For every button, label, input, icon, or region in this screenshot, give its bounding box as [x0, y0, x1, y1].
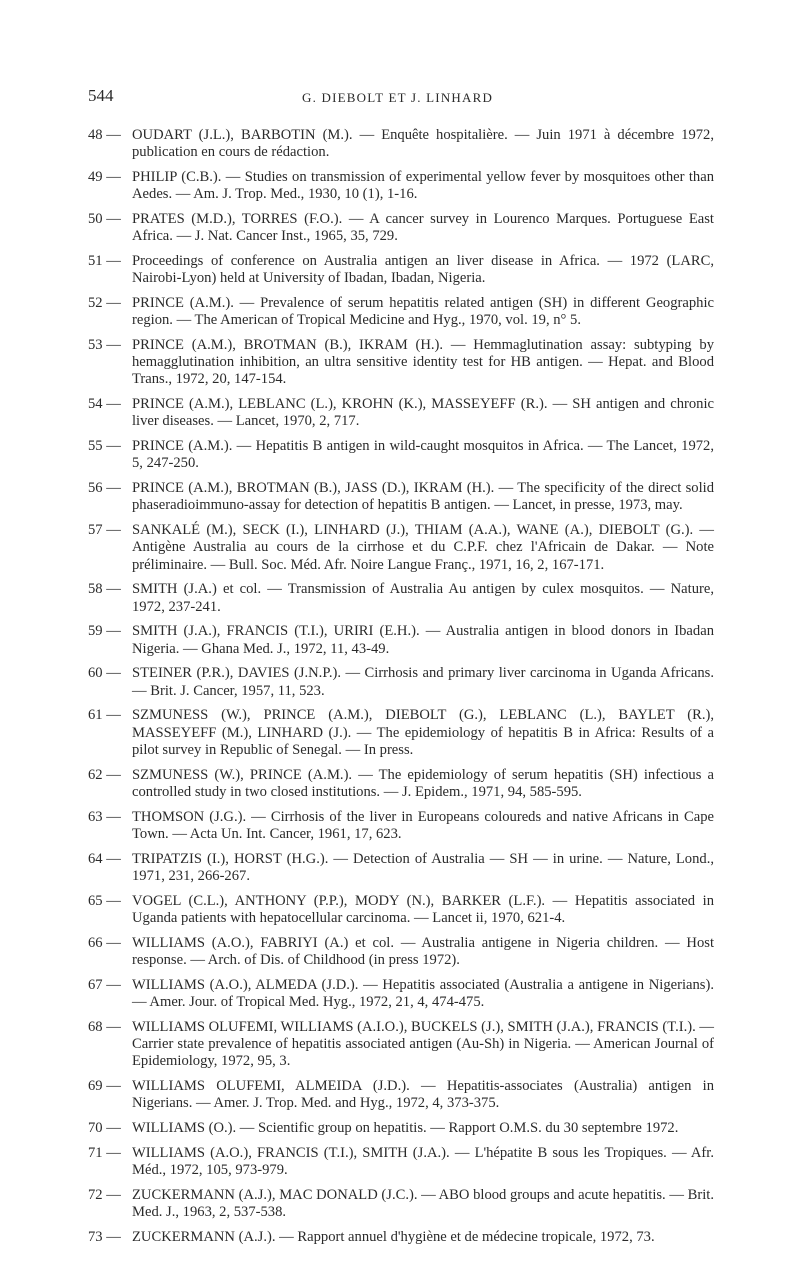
- reference-item: [88, 1145, 714, 1179]
- reference-text: TRIPATZIS (I.), HORST (H.G.). — Detection of Australia — SH — in urine. — Nature, Lond., 1971, 231, 266-267.: [132, 850, 714, 884]
- reference-item: [88, 935, 714, 969]
- reference-item: [88, 1120, 714, 1137]
- reference-text: ZUCKERMANN (A.J.). — Rapport annuel d'hygiène et de médecine tropicale, 1972, 73.: [132, 1228, 655, 1245]
- reference-item: [88, 977, 714, 1011]
- reference-number: 51 —: [88, 253, 121, 269]
- reference-number: 66 —: [88, 934, 121, 951]
- reference-item: [88, 851, 714, 885]
- reference-item: [88, 396, 714, 430]
- running-head: G. DIEBOLT ET J. LINHARD: [302, 90, 494, 105]
- reference-text: PRINCE (A.M.), BROTMAN (B.), IKRAM (H.). — Hemmaglutination assay: subtyping by hemagglutination inhibition, an ultra sensitive identity test for HB antigen. — Hepat. and Blood Trans., 1972, 20, 147-154.: [132, 337, 714, 388]
- reference-item: [88, 127, 714, 161]
- reference-text: STEINER (P.R.), DAVIES (J.N.P.). — Cirrhosis and primary liver carcinoma in Uganda Africans. — Brit. J. Cancer, 1957, 11, 523.: [132, 665, 714, 699]
- reference-item: [88, 438, 714, 472]
- reference-item: [88, 809, 714, 843]
- reference-item: [88, 337, 714, 389]
- reference-number: 55 —: [88, 438, 121, 455]
- reference-text: PRINCE (A.M.), LEBLANC (L.), KROHN (K.), MASSEYEFF (R.). — SH antigen and chronic liver diseases. — Lancet, 1970, 2, 717.: [132, 396, 714, 430]
- reference-text: SANKALÉ (M.), SECK (I.), LINHARD (J.), THIAM (A.A.), WANE (A.), DIEBOLT (G.). — Antigène Australia au cours de la cirrhose et du C.P.F. chez l'Africain de Dakar. — Note préliminaire. — Bull. Soc. Méd. Afr. Noire Langue Franç., 1971, 16, 2, 167-171.: [132, 522, 714, 573]
- reference-number: 59 —: [88, 623, 121, 640]
- reference-number: 56 —: [88, 480, 121, 497]
- reference-text: PHILIP (C.B.). — Studies on transmission of experimental yellow fever by mosquitoes other than Aedes. — Am. J. Trop. Med., 1930, 10 (1), 1-16.: [132, 169, 714, 203]
- reference-item: [88, 295, 714, 329]
- reference-number: 65 —: [88, 892, 121, 909]
- reference-item: [88, 707, 714, 759]
- reference-item: [88, 767, 714, 801]
- reference-text: PRINCE (A.M.). — Prevalence of serum hepatitis related antigen (SH) in different Geographic region. — The American of Tropical Medicine and Hyg., 1970, vol. 19, n° 5.: [132, 295, 714, 329]
- reference-number: 61 —: [88, 707, 121, 724]
- reference-number: 58 —: [88, 581, 121, 598]
- reference-text: SMITH (J.A.), FRANCIS (T.I.), URIRI (E.H.). — Australia antigen in blood donors in Ibadan Nigeria. — Ghana Med. J., 1972, 11, 43-49.: [132, 623, 714, 657]
- reference-text: SMITH (J.A.) et col. — Transmission of Australia Au antigen by culex mosquitos. — Nature, 1972, 237-241.: [132, 581, 714, 615]
- reference-item: [88, 211, 714, 245]
- reference-number: 68 —: [88, 1018, 121, 1035]
- reference-item: [88, 665, 714, 699]
- reference-number: 63 —: [88, 808, 121, 825]
- reference-text: WILLIAMS OLUFEMI, WILLIAMS (A.I.O.), BUCKELS (J.), SMITH (J.A.), FRANCIS (T.I.). — Carrier state prevalence of hepatitis associated antigen (Au-Sh) in Nigeria. — American Journal of Epidemiology, 1972, 95, 3.: [132, 1018, 714, 1070]
- reference-text: PRINCE (A.M.). — Hepatitis B antigen in wild-caught mosquitos in Africa. — The Lancet, 1972, 5, 247-250.: [132, 438, 714, 472]
- reference-number: 72 —: [88, 1186, 121, 1203]
- reference-item: [88, 169, 714, 203]
- reference-text: PRINCE (A.M.), BROTMAN (B.), JASS (D.), IKRAM (H.). — The specificity of the direct solid phaseradioimmuno-assay for detection of hepatitis B antigen. — Lancet, in presse, 1973, may.: [132, 480, 714, 514]
- reference-text: WILLIAMS OLUFEMI, ALMEIDA (J.D.). — Hepatitis-associates (Australia) antigen in Nigerians. — Amer. J. Trop. Med. and Hyg., 1972, 4, 373-375.: [132, 1077, 714, 1112]
- reference-number: 64 —: [88, 850, 121, 867]
- reference-item: [88, 522, 714, 574]
- reference-text: THOMSON (J.G.). — Cirrhosis of the liver in Europeans coloureds and native Africans in Cape Town. — Acta Un. Int. Cancer, 1961, 17, 623.: [132, 808, 714, 842]
- page-number: 544: [88, 86, 114, 105]
- reference-item: [88, 623, 714, 657]
- reference-item: [88, 1078, 714, 1112]
- reference-text: VOGEL (C.L.), ANTHONY (P.P.), MODY (N.), BARKER (L.F.). — Hepatitis associated in Uganda patients with hepatocellular carcinoma. — Lancet ii, 1970, 621-4.: [132, 892, 714, 926]
- reference-text: WILLIAMS (A.O.), ALMEDA (J.D.). — Hepatitis associated (Australia a antigene in Nigerians). — Amer. Jour. of Tropical Med. Hyg., 1972, 21, 4, 474-475.: [132, 976, 714, 1010]
- reference-number: 49 —: [88, 169, 121, 185]
- page-header: [88, 86, 714, 110]
- reference-number: 69 —: [88, 1077, 121, 1094]
- reference-number: 71 —: [88, 1144, 121, 1161]
- reference-number: 50 —: [88, 211, 121, 227]
- reference-text: PRATES (M.D.), TORRES (F.O.). — A cancer survey in Lourenco Marques. Portuguese East Africa. — J. Nat. Cancer Inst., 1965, 35, 729.: [132, 211, 714, 245]
- reference-text: WILLIAMS (O.). — Scientific group on hepatitis. — Rapport O.M.S. du 30 septembre 1972.: [132, 1119, 679, 1136]
- reference-number: 53 —: [88, 337, 121, 353]
- reference-item: [88, 581, 714, 615]
- reference-number: 54 —: [88, 396, 121, 413]
- reference-number: 60 —: [88, 665, 121, 682]
- reference-number: 52 —: [88, 295, 121, 311]
- reference-number: 70 —: [88, 1119, 121, 1136]
- reference-number: 57 —: [88, 522, 121, 539]
- reference-text: SZMUNESS (W.), PRINCE (A.M.). — The epidemiology of serum hepatitis (SH) infectious a controlled study in two closed institutions. — J. Epidem., 1971, 94, 585-595.: [132, 766, 714, 800]
- reference-item: [88, 1229, 714, 1246]
- reference-text: WILLIAMS (A.O.), FRANCIS (T.I.), SMITH (J.A.). — L'hépatite B sous les Tropiques. — Afr. Méd., 1972, 105, 973-979.: [132, 1144, 714, 1178]
- reference-item: [88, 480, 714, 514]
- reference-item: [88, 1019, 714, 1071]
- reference-text: OUDART (J.L.), BARBOTIN (M.). — Enquête hospitalière. — Juin 1971 à décembre 1972, publication en cours de rédaction.: [132, 127, 714, 161]
- reference-item: [88, 893, 714, 927]
- reference-text: Proceedings of conference on Australia antigen an liver disease in Africa. — 1972 (LARC, Nairobi-Lyon) held at University of Ibadan, Ibadan, Nigeria.: [132, 253, 714, 287]
- reference-text: SZMUNESS (W.), PRINCE (A.M.), DIEBOLT (G.), LEBLANC (L.), BAYLET (R.), MASSEYEFF (M.), LINHARD (J.). — The epidemiology of hepatitis B in Africa: Results of a pilot survey in Republic of Senegal. — In press.: [132, 707, 714, 758]
- reference-item: [88, 1187, 714, 1221]
- reference-list: [88, 127, 714, 1253]
- reference-number: 67 —: [88, 976, 121, 993]
- reference-number: 62 —: [88, 766, 121, 783]
- reference-item: [88, 253, 714, 287]
- reference-text: ZUCKERMANN (A.J.), MAC DONALD (J.C.). — ABO blood groups and acute hepatitis. — Brit. Med. J., 1963, 2, 537-538.: [132, 1186, 714, 1220]
- reference-number: 73 —: [88, 1228, 121, 1245]
- reference-number: 48 —: [88, 127, 121, 143]
- reference-text: WILLIAMS (A.O.), FABRIYI (A.) et col. — Australia antigene in Nigeria children. — Host response. — Arch. of Dis. of Childhood (in press 1972).: [132, 934, 714, 968]
